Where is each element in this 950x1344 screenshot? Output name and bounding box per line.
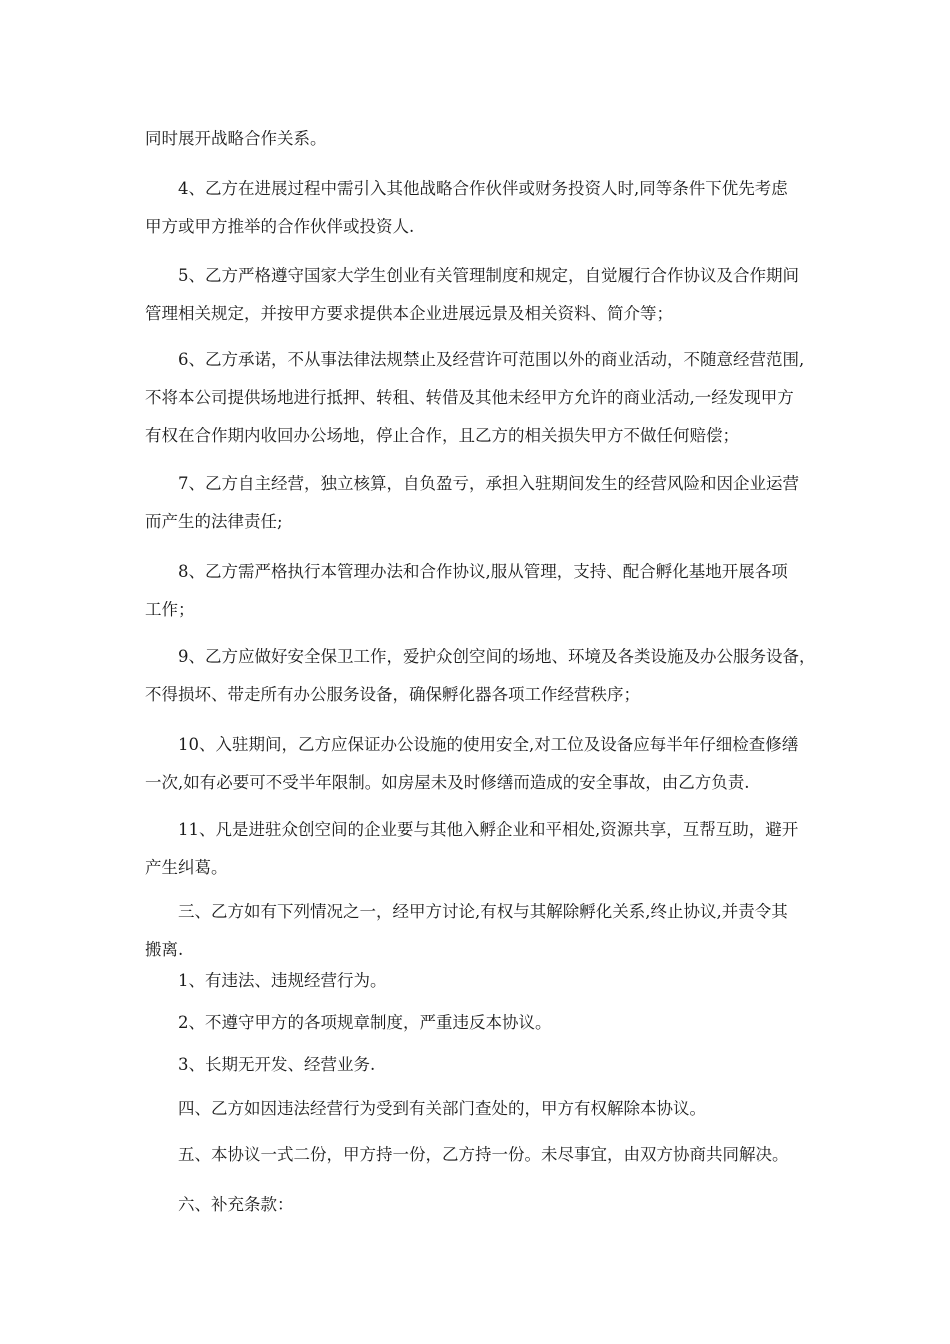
paragraph-section-3 bbox=[145, 904, 815, 959]
text-line: 甲方或甲方推举的合作伙伴或投资人. bbox=[145, 217, 415, 236]
text-line: 搬离. bbox=[145, 940, 184, 959]
paragraph-clause-4 bbox=[145, 181, 815, 236]
paragraph-clause-11 bbox=[145, 822, 815, 877]
paragraph-section-6: 六、补充条款： bbox=[145, 1195, 294, 1214]
paragraph-clause-6 bbox=[145, 352, 815, 445]
text-line: 三、乙方如有下列情况之一，经甲方讨论,有权与其解除孵化关系,终止协议,并责令其 bbox=[145, 902, 788, 921]
list-item: 2、不遵守甲方的各项规章制度，严重违反本协议。 bbox=[145, 1013, 552, 1032]
text-line: 工作； bbox=[145, 600, 195, 619]
text-line: 5、乙方严格遵守国家大学生创业有关管理制度和规定，自觉履行合作协议及合作期间 bbox=[145, 266, 799, 285]
paragraph-clause-8 bbox=[145, 564, 815, 619]
text-line: 管理相关规定，并按甲方要求提供本企业进展远景及相关资料、简介等； bbox=[145, 304, 673, 323]
text-line: 9、乙方应做好安全保卫工作，爱护众创空间的场地、环境及各类设施及办公服务设备， bbox=[145, 647, 816, 666]
text-line: 而产生的法律责任; bbox=[145, 512, 283, 531]
text-line: 8、乙方需严格执行本管理办法和合作协议,服从管理，支持、配合孵化基地开展各项 bbox=[145, 562, 788, 581]
paragraph-clause-7 bbox=[145, 476, 815, 531]
text-line: 产生纠葛。 bbox=[145, 858, 228, 877]
paragraph-clause-9 bbox=[145, 649, 815, 704]
paragraph-intro bbox=[145, 131, 815, 148]
text-line: 不得损坏、带走所有办公服务设备，确保孵化器各项工作经营秩序； bbox=[145, 685, 640, 704]
paragraph-clause-5 bbox=[145, 268, 815, 323]
text-line: 7、乙方自主经营，独立核算，自负盈亏，承担入驻期间发生的经营风险和因企业运营 bbox=[145, 474, 799, 493]
text-line: 10、入驻期间，乙方应保证办公设施的使用安全,对工位及设备应每半年仔细检查修缮 bbox=[145, 735, 799, 754]
paragraph-section-4: 四、乙方如因违法经营行为受到有关部门查处的，甲方有权解除本协议。 bbox=[145, 1099, 706, 1118]
list-item: 1、有违法、违规经营行为。 bbox=[145, 971, 387, 990]
list-item: 3、长期无开发、经营业务. bbox=[145, 1055, 376, 1074]
text-line: 不将本公司提供场地进行抵押、转租、转借及其他未经甲方允许的商业活动,一经发现甲方 bbox=[145, 388, 794, 407]
text-line: 4、乙方在进展过程中需引入其他战略合作伙伴或财务投资人时,同等条件下优先考虑 bbox=[145, 179, 788, 198]
text-line: 同时展开战略合作关系。 bbox=[145, 129, 327, 148]
text-line: 一次,如有必要可不受半年限制。如房屋未及时修缮而造成的安全事故，由乙方负责. bbox=[145, 773, 750, 792]
text-line: 有权在合作期内收回办公场地，停止合作，且乙方的相关损失甲方不做任何赔偿； bbox=[145, 426, 739, 445]
paragraph-section-5: 五、本协议一式二份，甲方持一份，乙方持一份。未尽事宜，由双方协商共同解决。 bbox=[145, 1145, 789, 1164]
text-line: 11、凡是进驻众创空间的企业要与其他入孵企业和平相处,资源共享，互帮互助，避开 bbox=[145, 820, 799, 839]
text-line: 6、乙方承诺，不从事法律法规禁止及经营许可范围以外的商业活动，不随意经营范围, bbox=[145, 350, 805, 369]
paragraph-clause-10 bbox=[145, 737, 815, 792]
